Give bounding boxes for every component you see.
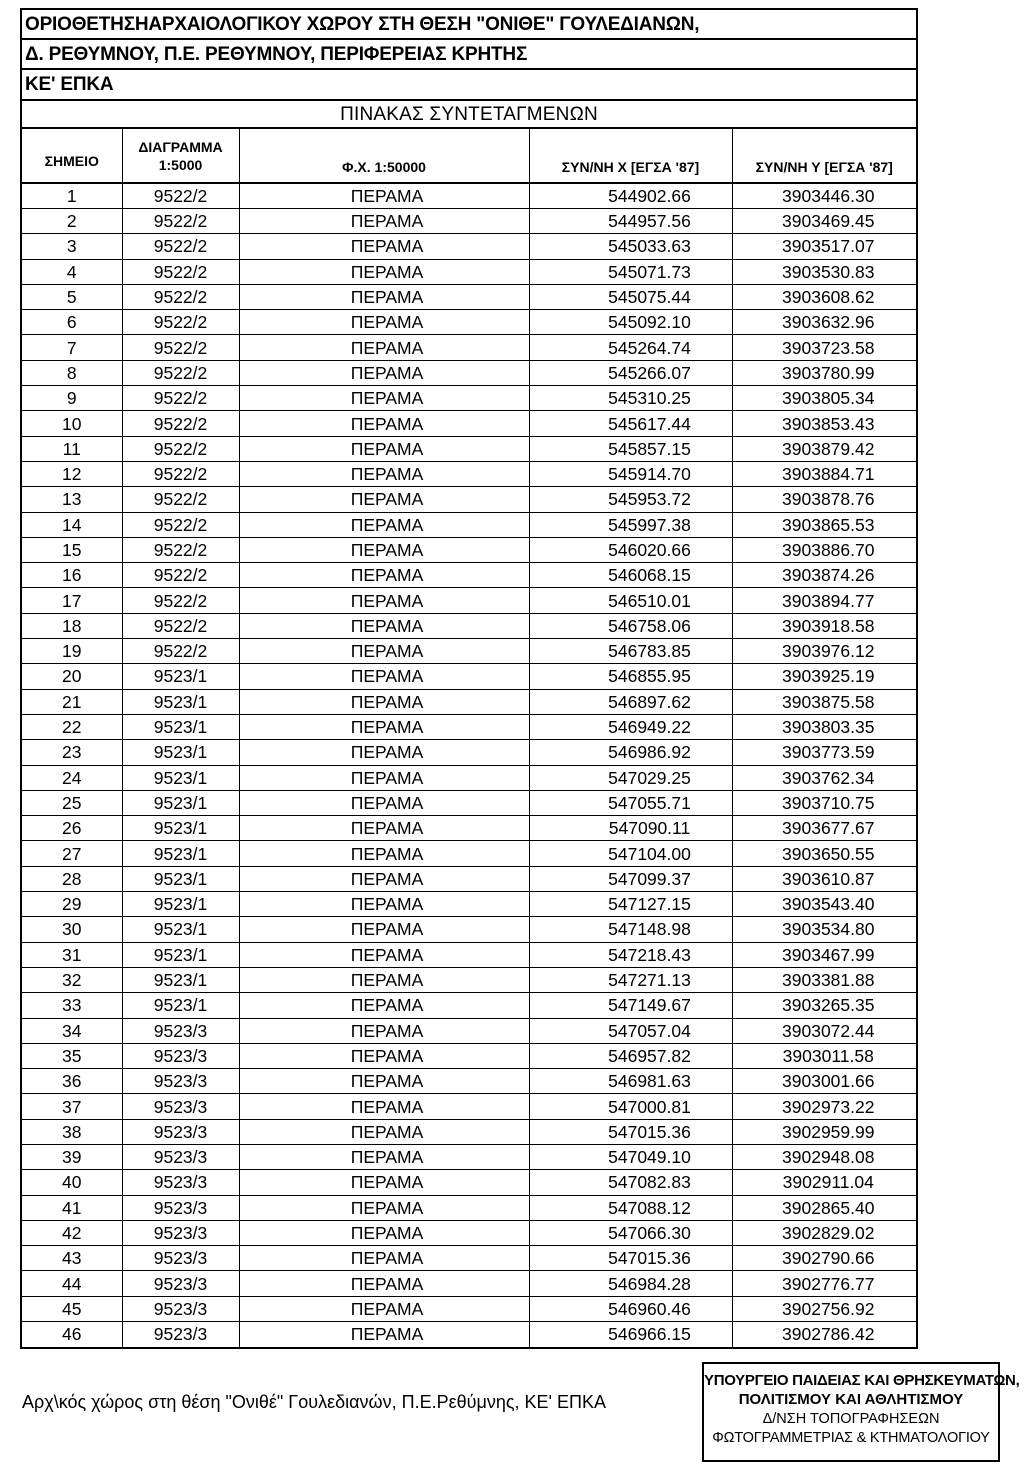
cell-coord-y: 3903853.43 xyxy=(732,411,916,436)
cell-diagram-sheet: 9522/2 xyxy=(122,310,239,335)
cell-point-number: 38 xyxy=(22,1119,122,1144)
cell-coord-y: 3903543.40 xyxy=(732,892,916,917)
ministry-stamp xyxy=(702,1362,1020,1462)
stamp-line-1: ΥΠΟΥΡΓΕΙΟ ΠΑΙΔΕΙΑΣ ΚΑΙ ΘΡΗΣΚΕΥΜΑΤΩΝ, xyxy=(704,1372,1020,1389)
cell-diagram-sheet: 9523/1 xyxy=(122,892,239,917)
cell-coord-y: 3902829.02 xyxy=(732,1220,916,1245)
cell-point-number: 25 xyxy=(22,790,122,815)
cell-point-number: 43 xyxy=(22,1246,122,1271)
cell-point-number: 5 xyxy=(22,284,122,309)
cell-map-sheet: ΠΕΡΑΜΑ xyxy=(239,664,529,689)
table-row xyxy=(22,1119,916,1144)
cell-coord-y: 3903976.12 xyxy=(732,639,916,664)
cell-coord-y: 3902959.99 xyxy=(732,1119,916,1144)
table-row xyxy=(22,1322,916,1347)
cell-coord-x: 547148.98 xyxy=(529,917,732,942)
cell-point-number: 14 xyxy=(22,512,122,537)
cell-coord-y: 3902776.77 xyxy=(732,1271,916,1296)
cell-map-sheet: ΠΕΡΑΜΑ xyxy=(239,1220,529,1245)
column-header-coord-x: ΣΥΝ/ΝΗ Χ [ΕΓΣΑ '87] xyxy=(529,129,732,183)
cell-coord-x: 547066.30 xyxy=(529,1220,732,1245)
cell-diagram-sheet: 9523/1 xyxy=(122,816,239,841)
cell-point-number: 10 xyxy=(22,411,122,436)
cell-point-number: 40 xyxy=(22,1170,122,1195)
footer-caption: Αρχ\κός χώρος στη θέση "Ονιθέ" Γουλεδιανών, Π.Ε.Ρεθύμνης, ΚΕ' ΕΠΚΑ xyxy=(22,1392,606,1412)
cell-map-sheet: ΠΕΡΑΜΑ xyxy=(239,967,529,992)
header-line-2: Δ. ΡΕΘΥΜΝΟΥ, Π.Ε. ΡΕΘΥΜΝΟΥ, ΠΕΡΙΦΕΡΕΙΑΣ ΚΡΗΤΗΣ xyxy=(22,40,916,70)
cell-coord-x: 545264.74 xyxy=(529,335,732,360)
cell-coord-x: 545914.70 xyxy=(529,461,732,486)
cell-point-number: 2 xyxy=(22,209,122,234)
table-row xyxy=(22,1144,916,1169)
cell-diagram-sheet: 9523/3 xyxy=(122,1322,239,1347)
cell-coord-y: 3903381.88 xyxy=(732,967,916,992)
cell-coord-x: 545997.38 xyxy=(529,512,732,537)
cell-point-number: 1 xyxy=(22,183,122,209)
cell-map-sheet: ΠΕΡΑΜΑ xyxy=(239,1170,529,1195)
cell-point-number: 17 xyxy=(22,588,122,613)
cell-point-number: 22 xyxy=(22,714,122,739)
cell-coord-y: 3903723.58 xyxy=(732,335,916,360)
cell-coord-y: 3903878.76 xyxy=(732,487,916,512)
cell-diagram-sheet: 9522/2 xyxy=(122,487,239,512)
cell-map-sheet: ΠΕΡΑΜΑ xyxy=(239,689,529,714)
cell-map-sheet: ΠΕΡΑΜΑ xyxy=(239,259,529,284)
coordinates-document xyxy=(20,8,918,1349)
cell-coord-y: 3902790.66 xyxy=(732,1246,916,1271)
stamp-line-4: ΦΩΤΟΓΡΑΜΜΕΤΡΙΑΣ & ΚΤΗΜΑΤΟΛΟΓΙΟΥ xyxy=(712,1430,990,1446)
cell-diagram-sheet: 9522/2 xyxy=(122,209,239,234)
cell-map-sheet: ΠΕΡΑΜΑ xyxy=(239,1322,529,1347)
cell-coord-x: 546986.92 xyxy=(529,740,732,765)
table-row xyxy=(22,360,916,385)
cell-map-sheet: ΠΕΡΑΜΑ xyxy=(239,310,529,335)
cell-coord-y: 3903762.34 xyxy=(732,765,916,790)
cell-coord-x: 545071.73 xyxy=(529,259,732,284)
cell-point-number: 44 xyxy=(22,1271,122,1296)
cell-map-sheet: ΠΕΡΑΜΑ xyxy=(239,386,529,411)
cell-diagram-sheet: 9523/1 xyxy=(122,841,239,866)
cell-coord-x: 547090.11 xyxy=(529,816,732,841)
cell-coord-y: 3903517.07 xyxy=(732,234,916,259)
cell-coord-x: 546981.63 xyxy=(529,1069,732,1094)
cell-diagram-sheet: 9522/2 xyxy=(122,234,239,259)
table-row xyxy=(22,1069,916,1094)
cell-diagram-sheet: 9523/1 xyxy=(122,967,239,992)
cell-coord-y: 3903610.87 xyxy=(732,866,916,891)
cell-coord-y: 3903001.66 xyxy=(732,1069,916,1094)
cell-point-number: 23 xyxy=(22,740,122,765)
table-row xyxy=(22,259,916,284)
cell-coord-y: 3903874.26 xyxy=(732,563,916,588)
cell-coord-y: 3903773.59 xyxy=(732,740,916,765)
table-row xyxy=(22,917,916,942)
cell-diagram-sheet: 9523/1 xyxy=(122,664,239,689)
table-row xyxy=(22,335,916,360)
cell-map-sheet: ΠΕΡΑΜΑ xyxy=(239,183,529,209)
table-row xyxy=(22,613,916,638)
cell-diagram-sheet: 9523/1 xyxy=(122,765,239,790)
cell-diagram-sheet: 9522/2 xyxy=(122,563,239,588)
cell-map-sheet: ΠΕΡΑΜΑ xyxy=(239,790,529,815)
column-header-diagram xyxy=(122,129,239,183)
cell-map-sheet: ΠΕΡΑΜΑ xyxy=(239,613,529,638)
cell-coord-y: 3903805.34 xyxy=(732,386,916,411)
cell-diagram-sheet: 9522/2 xyxy=(122,360,239,385)
cell-map-sheet: ΠΕΡΑΜΑ xyxy=(239,1018,529,1043)
cell-coord-x: 545033.63 xyxy=(529,234,732,259)
table-row xyxy=(22,790,916,815)
cell-point-number: 39 xyxy=(22,1144,122,1169)
column-header-point: ΣΗΜΕΙΟ xyxy=(22,129,122,183)
table-row xyxy=(22,866,916,891)
table-row xyxy=(22,512,916,537)
column-header-coord-y: ΣΥΝ/ΝΗ Υ [ΕΓΣΑ '87] xyxy=(732,129,916,183)
cell-coord-x: 547149.67 xyxy=(529,993,732,1018)
cell-diagram-sheet: 9523/1 xyxy=(122,714,239,739)
cell-map-sheet: ΠΕΡΑΜΑ xyxy=(239,639,529,664)
cell-point-number: 31 xyxy=(22,942,122,967)
cell-coord-x: 546897.62 xyxy=(529,689,732,714)
cell-coord-x: 547057.04 xyxy=(529,1018,732,1043)
cell-point-number: 15 xyxy=(22,537,122,562)
cell-coord-x: 544902.66 xyxy=(529,183,732,209)
cell-point-number: 24 xyxy=(22,765,122,790)
cell-coord-y: 3902911.04 xyxy=(732,1170,916,1195)
cell-map-sheet: ΠΕΡΑΜΑ xyxy=(239,234,529,259)
cell-map-sheet: ΠΕΡΑΜΑ xyxy=(239,1195,529,1220)
cell-diagram-sheet: 9523/3 xyxy=(122,1271,239,1296)
stamp-line-2: ΠΟΛΙΤΙΣΜΟΥ ΚΑΙ ΑΘΛΗΤΙΣΜΟΥ xyxy=(738,1391,964,1408)
cell-coord-y: 3903894.77 xyxy=(732,588,916,613)
column-header-map-sheet: Φ.Χ. 1:50000 xyxy=(239,129,529,183)
cell-coord-y: 3903803.35 xyxy=(732,714,916,739)
cell-coord-y: 3903608.62 xyxy=(732,284,916,309)
cell-coord-y: 3903780.99 xyxy=(732,360,916,385)
cell-coord-x: 546966.15 xyxy=(529,1322,732,1347)
table-row xyxy=(22,967,916,992)
table-row xyxy=(22,183,916,209)
cell-point-number: 33 xyxy=(22,993,122,1018)
cell-coord-x: 545617.44 xyxy=(529,411,732,436)
cell-diagram-sheet: 9523/3 xyxy=(122,1069,239,1094)
table-row xyxy=(22,765,916,790)
cell-diagram-sheet: 9523/3 xyxy=(122,1094,239,1119)
cell-map-sheet: ΠΕΡΑΜΑ xyxy=(239,714,529,739)
cell-coord-x: 545310.25 xyxy=(529,386,732,411)
cell-coord-y: 3903534.80 xyxy=(732,917,916,942)
stamp-line-3: Δ/ΝΣΗ ΤΟΠΟΓΡΑΦΗΣΕΩΝ xyxy=(762,1411,940,1427)
cell-diagram-sheet: 9522/2 xyxy=(122,335,239,360)
table-row xyxy=(22,1043,916,1068)
cell-point-number: 27 xyxy=(22,841,122,866)
table-row xyxy=(22,664,916,689)
cell-point-number: 19 xyxy=(22,639,122,664)
cell-coord-x: 544957.56 xyxy=(529,209,732,234)
cell-diagram-sheet: 9523/3 xyxy=(122,1144,239,1169)
cell-diagram-sheet: 9523/1 xyxy=(122,993,239,1018)
cell-map-sheet: ΠΕΡΑΜΑ xyxy=(239,411,529,436)
cell-coord-y: 3903446.30 xyxy=(732,183,916,209)
cell-coord-x: 546020.66 xyxy=(529,537,732,562)
cell-diagram-sheet: 9522/2 xyxy=(122,613,239,638)
cell-map-sheet: ΠΕΡΑΜΑ xyxy=(239,1296,529,1321)
table-row xyxy=(22,284,916,309)
cell-diagram-sheet: 9522/2 xyxy=(122,639,239,664)
cell-point-number: 6 xyxy=(22,310,122,335)
cell-coord-y: 3903632.96 xyxy=(732,310,916,335)
cell-diagram-sheet: 9523/1 xyxy=(122,790,239,815)
table-row xyxy=(22,1195,916,1220)
table-row xyxy=(22,1220,916,1245)
cell-coord-y: 3903884.71 xyxy=(732,461,916,486)
cell-coord-x: 546510.01 xyxy=(529,588,732,613)
table-row xyxy=(22,740,916,765)
cell-coord-x: 547015.36 xyxy=(529,1119,732,1144)
table-row xyxy=(22,841,916,866)
cell-map-sheet: ΠΕΡΑΜΑ xyxy=(239,917,529,942)
cell-coord-y: 3903469.45 xyxy=(732,209,916,234)
cell-map-sheet: ΠΕΡΑΜΑ xyxy=(239,487,529,512)
table-row xyxy=(22,892,916,917)
cell-map-sheet: ΠΕΡΑΜΑ xyxy=(239,512,529,537)
cell-coord-y: 3902786.42 xyxy=(782,1324,875,1345)
cell-diagram-sheet: 9523/3 xyxy=(122,1246,239,1271)
cell-map-sheet: ΠΕΡΑΜΑ xyxy=(239,335,529,360)
cell-point-number: 32 xyxy=(22,967,122,992)
cell-point-number: 3 xyxy=(22,234,122,259)
cell-diagram-sheet: 9523/3 xyxy=(122,1220,239,1245)
cell-coord-y: 3903467.99 xyxy=(732,942,916,967)
table-row xyxy=(22,436,916,461)
cell-coord-y: 3903011.58 xyxy=(732,1043,916,1068)
cell-coord-x: 546068.15 xyxy=(529,563,732,588)
table-row xyxy=(22,639,916,664)
cell-coord-x: 547127.15 xyxy=(529,892,732,917)
cell-coord-y: 3903072.44 xyxy=(732,1018,916,1043)
cell-map-sheet: ΠΕΡΑΜΑ xyxy=(239,740,529,765)
cell-coord-y: 3903879.42 xyxy=(732,436,916,461)
cell-point-number: 34 xyxy=(22,1018,122,1043)
table-row xyxy=(22,461,916,486)
cell-coord-y: 3903865.53 xyxy=(732,512,916,537)
cell-coord-y: 3903925.19 xyxy=(732,664,916,689)
cell-coord-x: 545092.10 xyxy=(529,310,732,335)
cell-point-number: 29 xyxy=(22,892,122,917)
cell-point-number: 45 xyxy=(22,1296,122,1321)
cell-coord-y: 3903886.70 xyxy=(732,537,916,562)
cell-diagram-sheet: 9523/3 xyxy=(122,1296,239,1321)
cell-coord-x: 546960.46 xyxy=(529,1296,732,1321)
cell-map-sheet: ΠΕΡΑΜΑ xyxy=(239,461,529,486)
cell-coord-x: 546783.85 xyxy=(529,639,732,664)
cell-coord-x: 546957.82 xyxy=(529,1043,732,1068)
cell-coord-x: 545953.72 xyxy=(529,487,732,512)
table-row xyxy=(22,1296,916,1321)
cell-point-number: 26 xyxy=(22,816,122,841)
cell-coord-x: 546984.28 xyxy=(529,1271,732,1296)
table-row xyxy=(22,1094,916,1119)
table-row xyxy=(22,310,916,335)
cell-coord-x: 547218.43 xyxy=(529,942,732,967)
cell-diagram-sheet: 9523/1 xyxy=(122,942,239,967)
cell-coord-y: 3902865.40 xyxy=(732,1195,916,1220)
cell-diagram-sheet: 9523/3 xyxy=(122,1018,239,1043)
table-row xyxy=(22,234,916,259)
cell-point-number: 8 xyxy=(22,360,122,385)
table-row xyxy=(22,588,916,613)
cell-diagram-sheet: 9523/3 xyxy=(122,1119,239,1144)
cell-point-number: 13 xyxy=(22,487,122,512)
cell-diagram-sheet: 9523/1 xyxy=(122,689,239,714)
cell-map-sheet: ΠΕΡΑΜΑ xyxy=(239,1246,529,1271)
table-row xyxy=(22,209,916,234)
table-row xyxy=(22,1170,916,1195)
cell-map-sheet: ΠΕΡΑΜΑ xyxy=(239,765,529,790)
table-row xyxy=(22,816,916,841)
cell-diagram-sheet: 9523/1 xyxy=(122,740,239,765)
table-row xyxy=(22,487,916,512)
cell-diagram-sheet: 9522/2 xyxy=(122,411,239,436)
cell-coord-y: 3903710.75 xyxy=(732,790,916,815)
cell-map-sheet: ΠΕΡΑΜΑ xyxy=(239,993,529,1018)
table-title: ΠΙΝΑΚΑΣ ΣΥΝΤΕΤΑΓΜΕΝΩΝ xyxy=(22,101,916,129)
cell-point-number: 18 xyxy=(22,613,122,638)
table-row xyxy=(22,563,916,588)
cell-diagram-sheet: 9522/2 xyxy=(122,537,239,562)
table-row xyxy=(22,714,916,739)
cell-map-sheet: ΠΕΡΑΜΑ xyxy=(239,816,529,841)
cell-diagram-sheet: 9523/1 xyxy=(122,917,239,942)
cell-coord-y: 3902948.08 xyxy=(732,1144,916,1169)
table-row xyxy=(22,1246,916,1271)
cell-coord-y: 3903677.67 xyxy=(732,816,916,841)
cell-coord-x: 547029.25 xyxy=(529,765,732,790)
cell-diagram-sheet: 9522/2 xyxy=(122,436,239,461)
cell-coord-y: 3903650.55 xyxy=(732,841,916,866)
cell-map-sheet: ΠΕΡΑΜΑ xyxy=(239,841,529,866)
cell-diagram-sheet: 9522/2 xyxy=(122,461,239,486)
cell-map-sheet: ΠΕΡΑΜΑ xyxy=(239,1144,529,1169)
cell-map-sheet: ΠΕΡΑΜΑ xyxy=(239,1069,529,1094)
cell-map-sheet: ΠΕΡΑΜΑ xyxy=(239,892,529,917)
cell-map-sheet: ΠΕΡΑΜΑ xyxy=(239,436,529,461)
table-row xyxy=(22,993,916,1018)
cell-coord-x: 547015.36 xyxy=(529,1246,732,1271)
cell-coord-x: 546758.06 xyxy=(529,613,732,638)
cell-diagram-sheet: 9522/2 xyxy=(122,588,239,613)
column-header-diagram-line2: 1:5000 xyxy=(158,156,203,173)
cell-point-number: 16 xyxy=(22,563,122,588)
cell-coord-x: 547271.13 xyxy=(529,967,732,992)
cell-point-number: 46 xyxy=(22,1322,122,1347)
cell-diagram-sheet: 9523/1 xyxy=(122,866,239,891)
cell-point-number: 30 xyxy=(22,917,122,942)
cell-coord-x: 547088.12 xyxy=(529,1195,732,1220)
cell-point-number: 21 xyxy=(22,689,122,714)
cell-coord-x: 545075.44 xyxy=(529,284,732,309)
cell-point-number: 42 xyxy=(22,1220,122,1245)
cell-diagram-sheet: 9523/3 xyxy=(122,1195,239,1220)
cell-coord-y: 3903530.83 xyxy=(732,259,916,284)
header-line-1: ΟΡΙΟΘΕΤΗΣΗΑΡΧΑΙΟΛΟΓΙΚΟΥ ΧΩΡΟΥ ΣΤΗ ΘΕΣΗ "ΟΝΙΘΕ" ΓΟΥΛΕΔΙΑΝΩΝ, xyxy=(22,10,916,40)
cell-map-sheet: ΠΕΡΑΜΑ xyxy=(239,537,529,562)
cell-diagram-sheet: 9522/2 xyxy=(122,259,239,284)
cell-point-number: 36 xyxy=(22,1069,122,1094)
cell-coord-x: 546855.95 xyxy=(529,664,732,689)
cell-map-sheet: ΠΕΡΑΜΑ xyxy=(239,209,529,234)
cell-point-number: 11 xyxy=(22,436,122,461)
table-header-row xyxy=(22,129,916,183)
cell-coord-y: 3902973.22 xyxy=(732,1094,916,1119)
cell-diagram-sheet: 9523/3 xyxy=(122,1043,239,1068)
cell-map-sheet: ΠΕΡΑΜΑ xyxy=(239,360,529,385)
coordinates-table xyxy=(22,129,916,1347)
cell-point-number: 9 xyxy=(22,386,122,411)
cell-point-number: 12 xyxy=(22,461,122,486)
cell-point-number: 35 xyxy=(22,1043,122,1068)
table-row xyxy=(22,411,916,436)
cell-coord-y: 3903875.58 xyxy=(732,689,916,714)
cell-coord-x: 547104.00 xyxy=(529,841,732,866)
cell-map-sheet: ΠΕΡΑΜΑ xyxy=(239,866,529,891)
cell-coord-x: 547099.37 xyxy=(529,866,732,891)
cell-coord-y: 3903918.58 xyxy=(732,613,916,638)
column-header-diagram-line1: ΔΙΑΓΡΑΜΜΑ xyxy=(138,138,223,155)
cell-coord-x: 545266.07 xyxy=(529,360,732,385)
cell-coord-x: 547055.71 xyxy=(529,790,732,815)
cell-coord-x: 547049.10 xyxy=(529,1144,732,1169)
cell-map-sheet: ΠΕΡΑΜΑ xyxy=(239,563,529,588)
cell-map-sheet: ΠΕΡΑΜΑ xyxy=(239,942,529,967)
cell-map-sheet: ΠΕΡΑΜΑ xyxy=(239,1043,529,1068)
cell-coord-x: 546949.22 xyxy=(529,714,732,739)
cell-point-number: 37 xyxy=(22,1094,122,1119)
cell-coord-x: 545857.15 xyxy=(529,436,732,461)
cell-diagram-sheet: 9523/3 xyxy=(122,1170,239,1195)
header-line-3: ΚΕ' ΕΠΚΑ xyxy=(22,70,916,101)
cell-coord-y: 3903265.35 xyxy=(732,993,916,1018)
cell-map-sheet: ΠΕΡΑΜΑ xyxy=(239,284,529,309)
cell-diagram-sheet: 9522/2 xyxy=(122,183,239,209)
cell-diagram-sheet: 9522/2 xyxy=(122,512,239,537)
cell-coord-x: 547000.81 xyxy=(529,1094,732,1119)
cell-map-sheet: ΠΕΡΑΜΑ xyxy=(239,1271,529,1296)
cell-map-sheet: ΠΕΡΑΜΑ xyxy=(239,1119,529,1144)
cell-point-number: 41 xyxy=(22,1195,122,1220)
cell-diagram-sheet: 9522/2 xyxy=(122,284,239,309)
table-row xyxy=(22,386,916,411)
table-row xyxy=(22,942,916,967)
cell-diagram-sheet: 9522/2 xyxy=(122,386,239,411)
table-row xyxy=(22,1018,916,1043)
table-row xyxy=(22,537,916,562)
cell-point-number: 4 xyxy=(22,259,122,284)
table-row xyxy=(22,689,916,714)
cell-coord-y: 3902756.92 xyxy=(732,1296,916,1321)
cell-point-number: 7 xyxy=(22,335,122,360)
table-row xyxy=(22,1271,916,1296)
cell-point-number: 20 xyxy=(22,664,122,689)
cell-coord-x: 547082.83 xyxy=(529,1170,732,1195)
cell-point-number: 28 xyxy=(22,866,122,891)
cell-map-sheet: ΠΕΡΑΜΑ xyxy=(239,588,529,613)
cell-map-sheet: ΠΕΡΑΜΑ xyxy=(239,1094,529,1119)
